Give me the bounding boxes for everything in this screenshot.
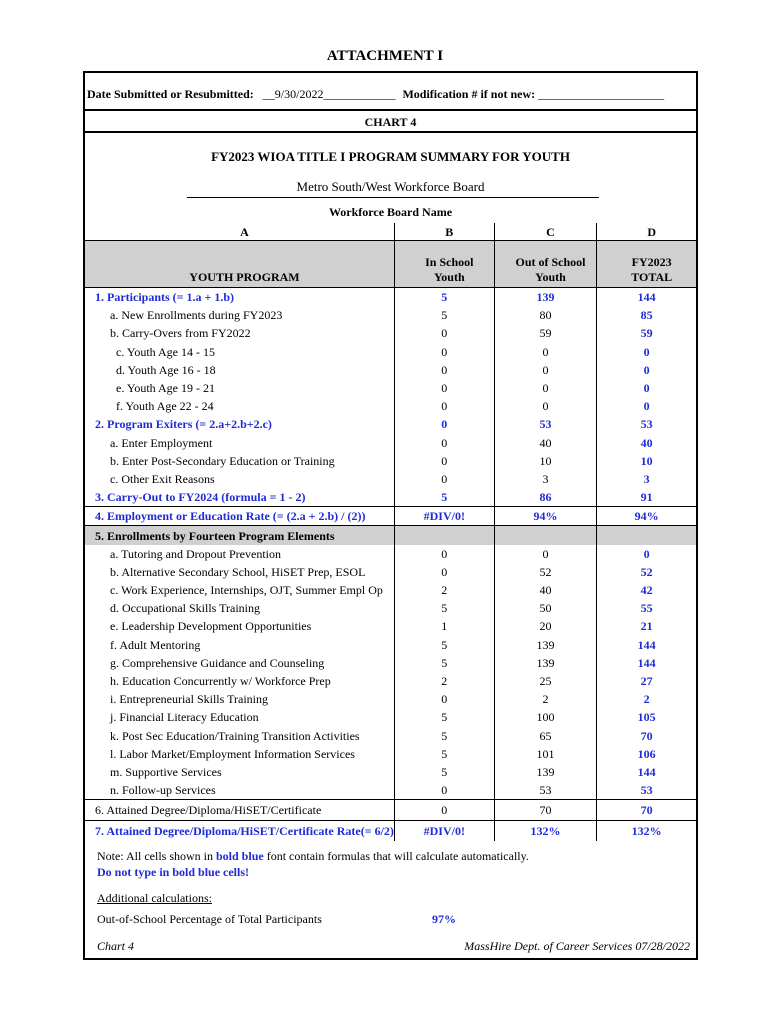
cell-d: 40 — [597, 434, 696, 452]
cell-b: 5 — [394, 288, 494, 307]
row-label: d. Occupational Skills Training — [110, 601, 260, 616]
date-label: Date Submitted or Resubmitted: — [87, 87, 254, 101]
table-row — [85, 470, 696, 488]
table-row — [85, 745, 696, 763]
table-row — [85, 379, 696, 397]
cell-b[interactable]: 2 — [394, 672, 494, 690]
row-label: g. Comprehensive Guidance and Counseling — [110, 655, 325, 670]
cell-b[interactable]: 5 — [394, 599, 494, 617]
cell-c: 86 — [494, 488, 597, 507]
cell-d: 0 — [597, 343, 696, 361]
modification-value: _____________________ — [538, 87, 665, 101]
col-letter-c: C — [494, 223, 597, 241]
cell-d: 106 — [597, 745, 696, 763]
row-label: 2. Program Exiters (= 2.a+2.b+2.c) — [95, 417, 272, 432]
row-label: k. Post Sec Education/Training Transition Activities — [110, 728, 360, 743]
chart-label: CHART 4 — [364, 115, 417, 129]
row-label: 7. Attained Degree/Diploma/HiSET/Certificate Rate(= 6/2) — [85, 821, 394, 842]
cell-c: 53 — [494, 415, 597, 433]
header-total: FY2023 TOTAL — [597, 241, 696, 288]
oos-percentage-value: 97% — [432, 912, 456, 926]
table-row — [85, 763, 696, 781]
row-label: a. New Enrollments during FY2023 — [110, 308, 283, 323]
cell-b[interactable]: 0 — [394, 324, 494, 342]
table-row — [85, 690, 696, 708]
table-row — [85, 563, 696, 581]
cell-d: 2 — [597, 690, 696, 708]
table-row — [85, 727, 696, 745]
cell-d: 144 — [597, 288, 696, 307]
cell-c[interactable]: 0 — [494, 397, 597, 415]
col-letter-b: B — [394, 223, 494, 241]
table-row — [85, 507, 696, 526]
cell-c[interactable]: 70 — [494, 800, 597, 821]
cell-b[interactable]: 5 — [394, 636, 494, 654]
table-row — [85, 654, 696, 672]
cell-c[interactable]: 0 — [494, 379, 597, 397]
cell-b[interactable]: 0 — [394, 545, 494, 563]
table-row — [85, 708, 696, 726]
cell-d: 55 — [597, 599, 696, 617]
cell-c[interactable]: 52 — [494, 563, 597, 581]
board-name: Metro South/West Workforce Board — [296, 179, 485, 194]
cell-d: 94% — [597, 507, 696, 526]
table-row — [85, 434, 696, 452]
row-label: b. Enter Post-Secondary Education or Training — [110, 453, 335, 468]
row-label: n. Follow-up Services — [110, 783, 216, 798]
cell-c[interactable]: 65 — [494, 727, 597, 745]
cell-c: 132% — [494, 821, 597, 842]
row-label: 6. Attained Degree/Diploma/HiSET/Certificate — [85, 800, 394, 821]
cell-b: #DIV/0! — [394, 821, 494, 842]
cell-c — [494, 526, 597, 545]
row-label: c. Youth Age 14 - 15 — [116, 344, 216, 359]
cell-b[interactable]: 5 — [394, 654, 494, 672]
row-label: h. Education Concurrently w/ Workforce Prep — [110, 674, 331, 689]
cell-d: 132% — [597, 821, 696, 842]
row-label: b. Alternative Secondary School, HiSET Prep, ESOL — [110, 564, 366, 579]
table-row — [85, 488, 696, 507]
cell-d — [597, 526, 696, 545]
cell-d: 0 — [597, 545, 696, 563]
youth-summary-table — [85, 223, 696, 841]
note-line: Note: All cells shown in bold blue font contain formulas that will calculate automatically. — [97, 849, 529, 863]
row-label: c. Other Exit Reasons — [110, 471, 215, 486]
row-label: m. Supportive Services — [110, 764, 222, 779]
cell-b[interactable]: 5 — [394, 727, 494, 745]
cell-c: 94% — [494, 507, 597, 526]
table-row — [85, 545, 696, 563]
table-row — [85, 526, 696, 545]
cell-c[interactable]: 101 — [494, 745, 597, 763]
cell-c: 139 — [494, 288, 597, 307]
table-row — [85, 343, 696, 361]
cell-c[interactable]: 59 — [494, 324, 597, 342]
cell-c[interactable]: 100 — [494, 708, 597, 726]
row-label: a. Enter Employment — [110, 435, 213, 450]
cell-d: 144 — [597, 636, 696, 654]
additional-calculations-title: Additional calculations: — [97, 891, 212, 905]
cell-c[interactable]: 0 — [494, 545, 597, 563]
cell-b[interactable]: 0 — [394, 690, 494, 708]
cell-c[interactable]: 0 — [494, 361, 597, 379]
cell-c[interactable]: 80 — [494, 306, 597, 324]
cell-c[interactable]: 50 — [494, 599, 597, 617]
table-row — [85, 636, 696, 654]
cell-b[interactable]: 0 — [394, 781, 494, 800]
table-row — [85, 800, 696, 821]
cell-d: 53 — [597, 781, 696, 800]
cell-b[interactable]: 0 — [394, 434, 494, 452]
table-row — [85, 617, 696, 635]
cell-c[interactable]: 3 — [494, 470, 597, 488]
table-row — [85, 306, 696, 324]
row-label: j. Financial Literacy Education — [110, 710, 259, 725]
cell-c[interactable]: 139 — [494, 654, 597, 672]
divider — [85, 109, 696, 111]
row-label: b. Carry-Overs from FY2022 — [110, 326, 251, 341]
table-row — [85, 288, 696, 307]
cell-c[interactable]: 25 — [494, 672, 597, 690]
cell-c[interactable]: 139 — [494, 763, 597, 781]
cell-b[interactable]: 1 — [394, 617, 494, 635]
table-row — [85, 397, 696, 415]
cell-d: 0 — [597, 397, 696, 415]
cell-c[interactable]: 2 — [494, 690, 597, 708]
page-title: ATTACHMENT I — [326, 48, 444, 64]
cell-b[interactable]: 0 — [394, 361, 494, 379]
table-row — [85, 415, 696, 433]
cell-d: 0 — [597, 379, 696, 397]
cell-d: 10 — [597, 452, 696, 470]
cell-d: 42 — [597, 581, 696, 599]
row-label: 4. Employment or Education Rate (= (2.a + 2.b) / (2)) — [85, 507, 394, 526]
cell-c[interactable]: 53 — [494, 781, 597, 800]
cell-c[interactable]: 40 — [494, 581, 597, 599]
row-label: e. Leadership Development Opportunities — [110, 619, 312, 634]
cell-d: 27 — [597, 672, 696, 690]
row-label: l. Labor Market/Employment Information Services — [110, 746, 355, 761]
table-row — [85, 324, 696, 342]
table-row — [85, 599, 696, 617]
table-row — [85, 581, 696, 599]
cell-b: 5 — [394, 488, 494, 507]
cell-b[interactable]: 0 — [394, 800, 494, 821]
cell-b[interactable]: 0 — [394, 343, 494, 361]
row-label: 1. Participants (= 1.a + 1.b) — [95, 290, 235, 305]
column-letters-row — [85, 223, 696, 241]
cell-d: 144 — [597, 763, 696, 781]
table-row — [85, 361, 696, 379]
cell-c[interactable]: 20 — [494, 617, 597, 635]
cell-d: 70 — [597, 727, 696, 745]
footer-right: MassHire Dept. of Career Services 07/28/2022 — [464, 939, 690, 953]
row-label: f. Youth Age 22 - 24 — [116, 399, 214, 414]
table-row — [85, 821, 696, 842]
row-label: i. Entrepreneurial Skills Training — [110, 692, 268, 707]
cell-b — [394, 526, 494, 545]
cell-b: 0 — [394, 415, 494, 433]
row-label: a. Tutoring and Dropout Prevention — [110, 546, 281, 561]
cell-b: #DIV/0! — [394, 507, 494, 526]
table-row — [85, 672, 696, 690]
header-in-school: In School Youth — [394, 241, 494, 288]
cell-c[interactable]: 0 — [494, 343, 597, 361]
row-label: c. Work Experience, Internships, OJT, Summer Empl Op — [110, 583, 383, 598]
cell-d: 59 — [597, 324, 696, 342]
cell-d: 144 — [597, 654, 696, 672]
col-letter-d: D — [597, 223, 696, 241]
cell-d: 52 — [597, 563, 696, 581]
row-label: e. Youth Age 19 - 21 — [116, 381, 216, 396]
cell-d: 85 — [597, 306, 696, 324]
oos-percentage-label: Out-of-School Percentage of Total Participants — [97, 912, 322, 926]
cell-b[interactable]: 5 — [394, 708, 494, 726]
cell-d: 105 — [597, 708, 696, 726]
footer-left: Chart 4 — [97, 939, 135, 953]
table-row — [85, 781, 696, 800]
column-header-row — [85, 241, 696, 288]
cell-d: 70 — [597, 800, 696, 821]
cell-b[interactable]: 2 — [394, 581, 494, 599]
cell-c[interactable]: 139 — [494, 636, 597, 654]
form-frame — [83, 71, 698, 960]
cell-d: 91 — [597, 488, 696, 507]
cell-d: 53 — [597, 415, 696, 433]
cell-b[interactable]: 5 — [394, 306, 494, 324]
modification-label: Modification # if not new: — [402, 87, 536, 101]
date-line — [85, 87, 696, 102]
cell-c[interactable]: 40 — [494, 434, 597, 452]
cell-b[interactable]: 0 — [394, 379, 494, 397]
cell-b[interactable]: 5 — [394, 763, 494, 781]
row-label: 3. Carry-Out to FY2024 (formula = 1 - 2) — [95, 490, 306, 505]
cell-b[interactable]: 0 — [394, 452, 494, 470]
cell-d: 0 — [597, 361, 696, 379]
cell-b[interactable]: 5 — [394, 745, 494, 763]
cell-d: 21 — [597, 617, 696, 635]
row-label: f. Adult Mentoring — [110, 637, 201, 652]
header-out-of-school: Out of School Youth — [494, 241, 597, 288]
divider — [85, 131, 696, 133]
col-letter-a: A — [85, 223, 394, 241]
cell-c[interactable]: 10 — [494, 452, 597, 470]
note-warning: Do not type in bold blue cells! — [97, 865, 250, 879]
header-youth-program: YOUTH PROGRAM — [85, 241, 394, 288]
board-caption: Workforce Board Name — [328, 205, 453, 219]
row-label: d. Youth Age 16 - 18 — [116, 362, 216, 377]
cell-b[interactable]: 0 — [394, 470, 494, 488]
date-value: __9/30/2022____________ — [262, 87, 396, 101]
cell-d: 3 — [597, 470, 696, 488]
row-label: 5. Enrollments by Fourteen Program Elements — [85, 526, 394, 545]
board-name-underline — [187, 197, 599, 198]
cell-b[interactable]: 0 — [394, 397, 494, 415]
table-row — [85, 452, 696, 470]
cell-b[interactable]: 0 — [394, 563, 494, 581]
program-title: FY2023 WIOA TITLE I PROGRAM SUMMARY FOR YOUTH — [211, 149, 570, 164]
